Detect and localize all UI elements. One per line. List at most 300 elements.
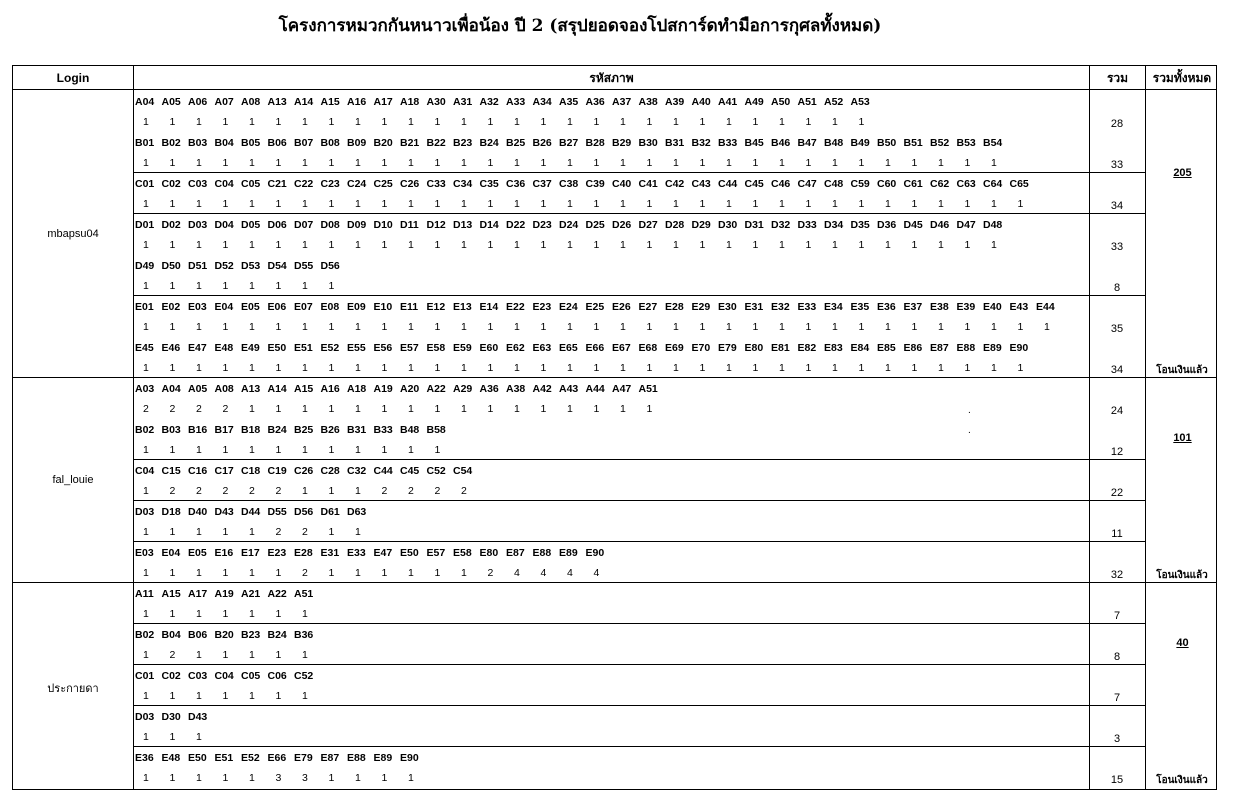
image-code: D45	[903, 219, 923, 231]
image-code: E48	[161, 752, 181, 764]
quantity-value: 2	[222, 403, 229, 415]
quantity-value: 1	[832, 116, 838, 128]
quantity-value: 1	[275, 567, 282, 579]
quantity-value: 1	[196, 280, 202, 292]
image-code: C06	[267, 670, 287, 682]
quantity-value: 1	[540, 198, 547, 210]
image-code: E04	[214, 301, 234, 313]
quantity-value: 1	[699, 362, 706, 374]
image-code: D10	[373, 219, 393, 231]
quantity-value: 1	[858, 157, 865, 169]
image-code: E49	[241, 342, 260, 354]
image-code: E57	[426, 547, 446, 559]
quantity-value: 1	[540, 157, 547, 169]
quantity-value: 2	[196, 485, 202, 497]
image-code: C43	[691, 178, 711, 190]
image-code: C41	[638, 178, 658, 190]
image-code: E87	[930, 342, 949, 354]
quantity-value: 2	[143, 403, 149, 415]
image-code: A42	[532, 383, 552, 395]
quantity-value: 1	[328, 526, 335, 538]
image-code: A04	[161, 383, 181, 395]
quantity-value: 1	[620, 239, 626, 251]
quantity-value: 1	[593, 239, 600, 251]
quantity-value: 1	[302, 608, 308, 620]
quantity-value: 1	[143, 772, 149, 784]
quantity-value: 2	[249, 485, 255, 497]
quantity-value: 1	[328, 198, 335, 210]
quantity-value: 1	[805, 116, 812, 128]
quantity-value: 1	[249, 280, 255, 292]
image-code: B22	[426, 137, 446, 149]
quantity-value: 1	[699, 239, 706, 251]
quantity-value: 1	[169, 321, 176, 333]
image-code: A03	[135, 383, 155, 395]
group-divider	[133, 500, 1145, 501]
row-sum: 7	[1113, 610, 1121, 622]
image-code: B03	[188, 137, 208, 149]
quantity-value: 1	[593, 198, 600, 210]
image-code: E28	[294, 547, 313, 559]
quantity-value: 1	[196, 526, 202, 538]
quantity-value: 1	[938, 198, 944, 210]
quantity-value: 1	[355, 485, 361, 497]
quantity-value: 1	[249, 362, 255, 374]
quantity-value: 1	[355, 403, 361, 415]
quantity-value: 1	[699, 321, 706, 333]
quantity-value: 2	[169, 649, 176, 661]
quantity-value: 1	[620, 198, 626, 210]
image-code: D04	[214, 219, 234, 231]
group-divider	[133, 172, 1145, 173]
quantity-value: 1	[752, 157, 759, 169]
quantity-value: 1	[408, 116, 414, 128]
user-total: 101	[1173, 432, 1192, 445]
quantity-value: 1	[752, 239, 759, 251]
quantity-value: 1	[169, 567, 176, 579]
image-code: A52	[824, 96, 844, 108]
image-code: A39	[665, 96, 685, 108]
image-code: B21	[400, 137, 420, 149]
quantity-value: 1	[196, 690, 202, 702]
quantity-value: 1	[143, 198, 149, 210]
image-code: C01	[135, 178, 155, 190]
header-code: รหัสภาพ	[589, 71, 634, 85]
quantity-value: 1	[275, 649, 282, 661]
image-code: B16	[188, 424, 208, 436]
image-code: E10	[373, 301, 393, 313]
image-code: E52	[241, 752, 260, 764]
quantity-value: 2	[302, 567, 308, 579]
image-code: B24	[267, 629, 287, 641]
quantity-value: 1	[461, 157, 467, 169]
image-code: A33	[506, 96, 526, 108]
image-code: E48	[214, 342, 234, 354]
image-code: C28	[320, 465, 340, 477]
image-code: E90	[1009, 342, 1029, 354]
image-code: A37	[612, 96, 632, 108]
image-code: A04	[135, 96, 155, 108]
transfer-status-note: โอนเงินแล้ว	[1156, 570, 1208, 581]
image-code: B25	[294, 424, 314, 436]
image-code: B20	[214, 629, 234, 641]
quantity-value: 1	[143, 321, 149, 333]
image-code: B08	[320, 137, 340, 149]
quantity-value: 1	[938, 157, 944, 169]
image-code: C01	[135, 670, 155, 682]
quantity-value: 1	[355, 198, 361, 210]
quantity-value: 1	[143, 567, 149, 579]
quantity-value: 1	[222, 690, 229, 702]
image-code: E14	[479, 301, 499, 313]
quantity-value: 1	[355, 567, 361, 579]
image-code: B33	[718, 137, 738, 149]
image-code: E65	[559, 342, 578, 354]
quantity-value: 1	[991, 362, 997, 374]
quantity-value: 1	[249, 567, 255, 579]
image-code: C02	[161, 670, 181, 682]
group-divider	[133, 664, 1145, 665]
group-divider	[133, 213, 1145, 214]
image-code: E88	[347, 752, 366, 764]
quantity-value: 1	[196, 649, 202, 661]
quantity-value: 2	[196, 403, 202, 415]
image-code: E30	[718, 301, 737, 313]
image-code: E51	[294, 342, 313, 354]
image-code: E39	[956, 301, 976, 313]
image-code: D26	[612, 219, 632, 231]
row-sum: 15	[1110, 774, 1124, 786]
image-code: D09	[347, 219, 367, 231]
image-code: A47	[612, 383, 632, 395]
image-code: C38	[559, 178, 579, 190]
image-code: C05	[241, 670, 261, 682]
row-sum: 24	[1110, 405, 1124, 417]
image-code: A06	[188, 96, 208, 108]
quantity-value: 1	[726, 321, 732, 333]
image-code: E11	[400, 301, 419, 313]
quantity-value: 1	[169, 690, 176, 702]
quantity-value: 1	[567, 157, 573, 169]
quantity-value: 1	[461, 116, 467, 128]
image-code: D08	[320, 219, 340, 231]
image-code: B01	[135, 137, 155, 149]
quantity-value: 1	[196, 362, 202, 374]
image-code: D49	[135, 260, 155, 272]
quantity-value: 1	[196, 198, 202, 210]
image-code: D35	[850, 219, 870, 231]
image-code: C47	[797, 178, 817, 190]
quantity-value: 1	[567, 198, 573, 210]
quantity-value: 1	[222, 567, 229, 579]
image-code: B24	[479, 137, 499, 149]
quantity-value: 1	[408, 157, 414, 169]
image-code: E79	[294, 752, 313, 764]
image-code: A16	[347, 96, 367, 108]
quantity-value: 1	[805, 157, 812, 169]
quantity-value: 1	[726, 362, 732, 374]
image-code: D28	[665, 219, 685, 231]
quantity-value: 1	[302, 280, 308, 292]
image-code: E60	[479, 342, 499, 354]
stray-dot: .	[968, 405, 971, 416]
quantity-value: 1	[938, 239, 944, 251]
image-code: B51	[903, 137, 923, 149]
image-code: A15	[161, 588, 181, 600]
image-code: A20	[400, 383, 420, 395]
quantity-value: 1	[540, 239, 547, 251]
quantity-value: 1	[169, 444, 176, 456]
user-divider	[13, 582, 1216, 583]
quantity-value: 1	[832, 321, 838, 333]
image-code: C25	[373, 178, 393, 190]
image-code: D30	[161, 711, 181, 723]
quantity-value: 1	[196, 157, 202, 169]
quantity-value: 1	[143, 608, 149, 620]
row-sum: 3	[1113, 733, 1121, 745]
image-code: D53	[241, 260, 261, 272]
quantity-value: 1	[408, 198, 414, 210]
image-code: A18	[400, 96, 420, 108]
image-code: B05	[241, 137, 261, 149]
quantity-value: 1	[779, 157, 785, 169]
quantity-value: 1	[858, 239, 865, 251]
image-code: B52	[930, 137, 950, 149]
group-divider	[133, 541, 1145, 542]
quantity-value: 1	[514, 403, 520, 415]
image-code: B53	[956, 137, 976, 149]
quantity-value: 1	[275, 157, 282, 169]
image-code: E56	[373, 342, 393, 354]
image-code: E31	[744, 301, 764, 313]
image-code: A38	[638, 96, 658, 108]
quantity-value: 1	[620, 116, 626, 128]
image-code: D54	[267, 260, 287, 272]
quantity-value: 1	[593, 116, 600, 128]
quantity-value: 1	[249, 649, 255, 661]
image-code: A07	[214, 96, 234, 108]
quantity-value: 1	[355, 321, 361, 333]
image-code: D43	[214, 506, 234, 518]
image-code: D11	[400, 219, 419, 231]
quantity-value: 1	[964, 321, 971, 333]
quantity-value: 1	[328, 280, 335, 292]
image-code: C42	[665, 178, 685, 190]
quantity-value: 1	[355, 444, 361, 456]
image-code: A05	[161, 96, 181, 108]
image-code: E66	[585, 342, 605, 354]
image-code: E87	[506, 547, 525, 559]
quantity-value: 1	[858, 321, 865, 333]
quantity-value: 1	[885, 157, 891, 169]
quantity-value: 1	[832, 157, 838, 169]
quantity-value: 1	[169, 280, 176, 292]
image-code: B23	[453, 137, 473, 149]
image-code: E31	[320, 547, 340, 559]
quantity-value: 1	[434, 403, 441, 415]
quantity-value: 1	[275, 444, 282, 456]
quantity-value: 1	[779, 362, 785, 374]
image-code: D46	[930, 219, 950, 231]
quantity-value: 1	[567, 321, 573, 333]
quantity-value: 1	[143, 731, 149, 743]
image-code: E35	[850, 301, 870, 313]
image-code: B48	[400, 424, 420, 436]
quantity-value: 1	[196, 567, 202, 579]
quantity-value: 1	[222, 280, 229, 292]
image-code: C34	[453, 178, 473, 190]
quantity-value: 1	[779, 198, 785, 210]
quantity-value: 1	[805, 362, 812, 374]
image-code: E79	[718, 342, 737, 354]
quantity-value: 1	[699, 198, 706, 210]
image-code: A38	[506, 383, 526, 395]
image-code: E46	[161, 342, 181, 354]
header-total: รวมทั้งหมด	[1152, 71, 1212, 85]
image-code: E67	[612, 342, 631, 354]
quantity-value: 1	[381, 772, 388, 784]
quantity-value: 1	[408, 444, 414, 456]
quantity-value: 1	[302, 403, 308, 415]
image-code: C03	[188, 178, 208, 190]
quantity-value: 1	[514, 321, 520, 333]
image-code: E70	[691, 342, 711, 354]
column-divider	[133, 66, 134, 789]
quantity-value: 1	[275, 403, 282, 415]
quantity-value: 1	[169, 526, 176, 538]
quantity-value: 1	[222, 321, 229, 333]
image-code: C16	[188, 465, 208, 477]
row-sum: 33	[1110, 241, 1124, 253]
image-code: B47	[797, 137, 817, 149]
quantity-value: 1	[328, 321, 335, 333]
image-code: A13	[241, 383, 261, 395]
image-code: B20	[373, 137, 393, 149]
quantity-value: 1	[143, 157, 149, 169]
image-code: A21	[241, 588, 261, 600]
quantity-value: 1	[143, 239, 149, 251]
image-code: A18	[347, 383, 367, 395]
image-code: E45	[135, 342, 154, 354]
quantity-value: 1	[249, 772, 255, 784]
image-code: E90	[585, 547, 605, 559]
group-divider	[133, 746, 1145, 747]
image-code: A34	[532, 96, 552, 108]
quantity-value: 1	[673, 116, 679, 128]
image-code: E47	[373, 547, 393, 559]
image-code: C19	[267, 465, 287, 477]
quantity-value: 1	[143, 116, 149, 128]
image-code: C03	[188, 670, 208, 682]
image-code: E36	[877, 301, 896, 313]
quantity-value: 1	[858, 198, 865, 210]
image-code: C04	[214, 670, 234, 682]
quantity-value: 1	[567, 362, 573, 374]
image-code: A14	[267, 383, 287, 395]
image-code: D14	[479, 219, 499, 231]
quantity-value: 1	[275, 690, 282, 702]
quantity-value: 1	[646, 198, 653, 210]
quantity-value: 1	[328, 239, 335, 251]
quantity-value: 4	[514, 567, 520, 579]
image-code: D44	[241, 506, 261, 518]
quantity-value: 2	[275, 526, 282, 538]
image-code: C54	[453, 465, 473, 477]
quantity-value: 1	[487, 198, 494, 210]
quantity-value: 1	[646, 116, 653, 128]
quantity-value: 1	[1017, 321, 1024, 333]
quantity-value: 1	[991, 321, 997, 333]
quantity-value: 1	[249, 444, 255, 456]
image-code: E43	[1009, 301, 1029, 313]
quantity-value: 1	[408, 772, 414, 784]
image-code: E22	[506, 301, 525, 313]
quantity-value: 1	[646, 157, 653, 169]
image-code: B04	[214, 137, 234, 149]
image-code: A41	[718, 96, 738, 108]
quantity-value: 1	[143, 649, 149, 661]
image-code: C65	[1009, 178, 1029, 190]
quantity-value: 1	[673, 239, 679, 251]
quantity-value: 1	[911, 362, 918, 374]
image-code: D30	[718, 219, 738, 231]
image-code: B06	[267, 137, 287, 149]
image-code: D48	[983, 219, 1003, 231]
quantity-value: 1	[911, 198, 918, 210]
quantity-value: 1	[222, 608, 229, 620]
image-code: E03	[135, 547, 154, 559]
image-code: D05	[241, 219, 261, 231]
image-code: E23	[267, 547, 287, 559]
image-code: A17	[373, 96, 393, 108]
image-code: E50	[267, 342, 287, 354]
quantity-value: 1	[620, 321, 626, 333]
quantity-value: 1	[567, 403, 573, 415]
quantity-value: 1	[434, 567, 441, 579]
quantity-value: 1	[302, 198, 308, 210]
quantity-value: 1	[169, 116, 176, 128]
image-code: B30	[638, 137, 658, 149]
image-code: C33	[426, 178, 446, 190]
image-code: E89	[373, 752, 393, 764]
image-code: D31	[744, 219, 764, 231]
quantity-value: 1	[461, 403, 467, 415]
quantity-value: 1	[593, 321, 600, 333]
quantity-value: 1	[885, 239, 891, 251]
quantity-value: 4	[540, 567, 547, 579]
image-code: B06	[188, 629, 208, 641]
quantity-value: 1	[381, 116, 388, 128]
image-code: E68	[638, 342, 658, 354]
quantity-value: 3	[275, 772, 282, 784]
quantity-value: 1	[169, 731, 176, 743]
quantity-value: 1	[752, 116, 759, 128]
image-code: B02	[161, 137, 181, 149]
image-code: A08	[214, 383, 234, 395]
quantity-value: 1	[275, 239, 282, 251]
group-divider	[133, 295, 1145, 296]
quantity-value: 1	[487, 239, 494, 251]
row-sum: 8	[1113, 651, 1121, 663]
image-code: C15	[161, 465, 181, 477]
image-code: A22	[267, 588, 287, 600]
quantity-value: 1	[249, 403, 255, 415]
image-code: C04	[135, 465, 155, 477]
image-code: B03	[161, 424, 181, 436]
quantity-value: 1	[381, 567, 388, 579]
image-code: C21	[267, 178, 287, 190]
quantity-value: 1	[302, 362, 308, 374]
